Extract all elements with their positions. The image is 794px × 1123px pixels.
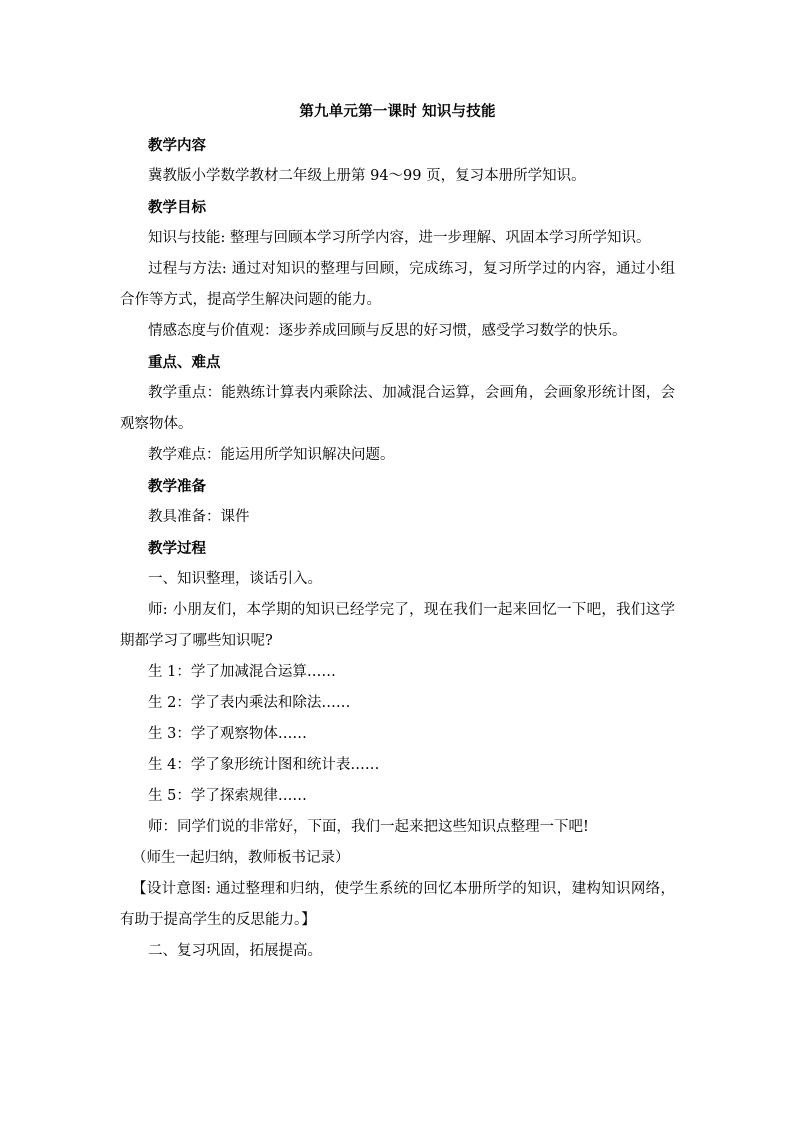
section-heading: 教学准备: [148, 478, 206, 495]
paragraph: 冀教版小学数学教材二年级上册第 94～99 页，复习本册所学知识。: [148, 168, 586, 184]
paragraph: 生 3：学了观察物体……: [148, 726, 307, 742]
paragraph: 情感态度与价值观：逐步养成回顾与反思的好习惯，感受学习数学的快乐。: [148, 323, 627, 339]
page-title: 第九单元第一课时 知识与技能: [299, 103, 496, 120]
paragraph: 生 1：学了加减混合运算……: [148, 664, 336, 680]
section-heading: 教学目标: [148, 199, 206, 216]
paragraph: 教具准备：课件: [148, 509, 250, 525]
design-intent-note: 【设计意图: 通过整理和归纳，使学生系统的回忆本册所学的知识，建构知识网络，有助于提高学生的反思能力。】: [120, 881, 675, 928]
paragraph: 生 4：学了象形统计图和统计表……: [148, 757, 380, 773]
paragraph: 师：同学们说的非常好，下面，我们一起来把这些知识点整理一下吧!: [148, 819, 589, 835]
section-heading: 教学过程: [148, 540, 206, 557]
document-body: [120, 98, 675, 967]
paragraph: 知识与技能: 整理与回顾本学习所学内容，进一步理解、巩固本学习所学知识。: [148, 230, 651, 246]
paragraph: 一、知识整理，谈话引入。: [148, 571, 322, 587]
paragraph: 生 5：学了探索规律……: [148, 788, 307, 804]
section-heading: 重点、难点: [148, 354, 221, 371]
section-heading: 教学内容: [148, 137, 206, 154]
paragraph: 师: 小朋友们，本学期的知识已经学完了，现在我们一起来回忆一下吧，我们这学期都学习了哪些知识呢?: [120, 602, 675, 649]
paragraph: 生 2：学了表内乘法和除法……: [148, 695, 351, 711]
paragraph: 过程与方法: 通过对知识的整理与回顾，完成练习，复习所学过的内容，通过小组合作等方式，提高学生解决问题的能力。: [120, 261, 675, 308]
paragraph: （师生一起归纳，教师板书记录）: [132, 850, 350, 866]
paragraph: 教学重点：能熟练计算表内乘除法、加减混合运算，会画角，会画象形统计图，会观察物体。: [120, 385, 675, 432]
paragraph: 二、复习巩固，拓展提高。: [148, 943, 322, 959]
paragraph: 教学难点：能运用所学知识解决问题。: [148, 447, 395, 463]
